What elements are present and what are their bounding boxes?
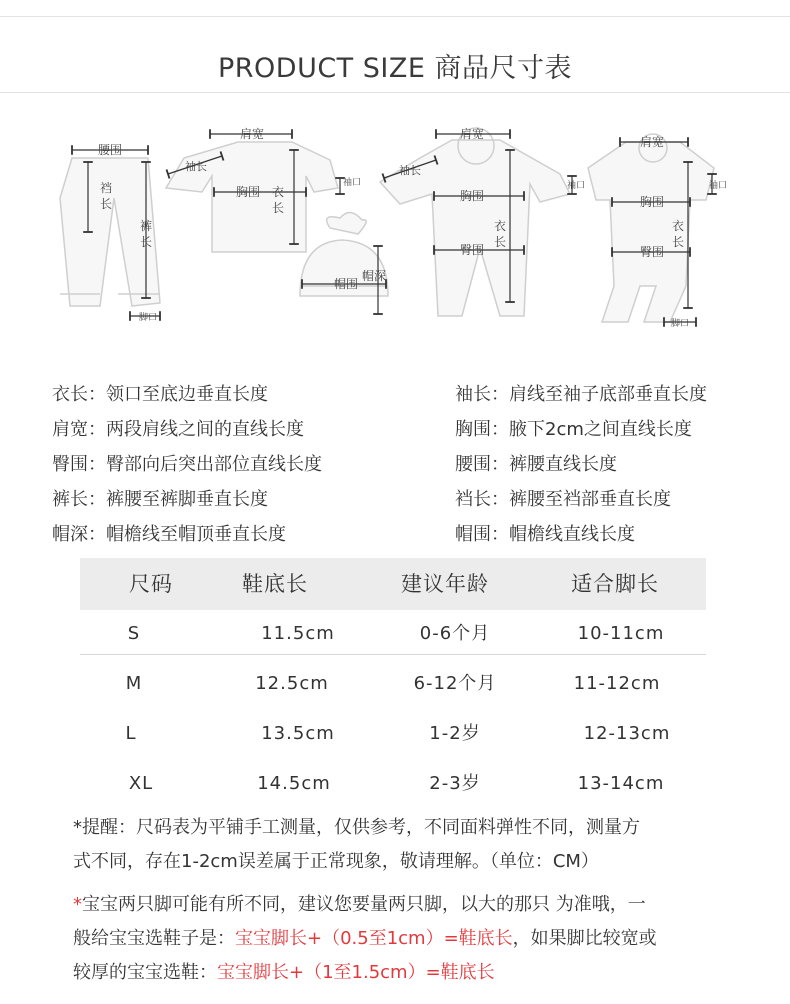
- header-foot-length: 适合脚长: [571, 572, 659, 596]
- label-pants-length-1: 裤: [139, 219, 153, 233]
- table-row: L 13.5cm 1-2岁 12-13cm: [125, 723, 671, 744]
- header-age: 建议年龄: [401, 572, 489, 596]
- label-romper-length-1: 衣: [493, 219, 507, 233]
- definition-item: 袖长：肩线至袖子底部垂直长度: [455, 384, 707, 405]
- measurement-reminder: *提醒：尺码表为平铺手工测量，仅供参考，不同面料弹性不同，测量方 式不同，存在1-2cm误差属于正常现象，敬请理解。（单位：CM）: [73, 817, 640, 872]
- label-shortall-sleeve-cuff: 袖口: [708, 181, 728, 191]
- label-top-chest: 胸围: [235, 185, 261, 199]
- definition-item: 腰围：裤腰直线长度: [455, 454, 617, 475]
- shoe-fit-tip: *宝宝两只脚可能有所不同，建议您要量两只脚，以大的那只 为准哦，一 般给宝宝选鞋子是：宝宝脚长+（0.5至1cm）=鞋底长，如果脚比较宽或 较厚的宝宝选鞋：宝宝脚长+（1至1.5cm）=鞋底长: [73, 894, 657, 983]
- label-romper-hip: 臀围: [459, 243, 485, 257]
- definition-item: 帽围：帽檐线直线长度: [455, 524, 635, 545]
- page-title: PRODUCT SIZE 商品尺寸表: [217, 53, 572, 84]
- shortall-outline: [588, 142, 714, 322]
- table-row: S 11.5cm 0-6个月 10-11cm: [127, 623, 665, 644]
- label-shortall-chest: 胸围: [639, 195, 665, 209]
- definition-item: 裤长：裤腰至裤脚垂直长度: [52, 489, 268, 510]
- label-romper-length-2: 长: [493, 235, 507, 249]
- table-row: M 12.5cm 6-12个月 11-12cm: [125, 673, 661, 694]
- table-row: XL 14.5cm 2-3岁 13-14cm: [128, 773, 665, 794]
- label-shortall-length-2: 长: [671, 235, 685, 249]
- label-top-cuff: 袖口: [342, 178, 362, 188]
- garment-diagrams: [0, 118, 790, 338]
- label-waist: 腰围: [97, 143, 123, 157]
- definition-item: 肩宽：两段肩线之间的直线长度: [52, 419, 304, 440]
- label-top-sleeve: 袖长: [185, 160, 207, 173]
- label-shortall-shoulder: 肩宽: [639, 135, 665, 149]
- label-romper-cuff: 袖口: [566, 181, 586, 191]
- size-table-header: [80, 558, 706, 610]
- definition-item: 衣长：领口至底边垂直长度: [52, 384, 268, 405]
- header-sole-length: 鞋底长: [242, 572, 308, 596]
- label-romper-sleeve: 袖长: [399, 164, 421, 177]
- label-romper-chest: 胸围: [459, 189, 485, 203]
- definition-item: 臀围：臀部向后突出部位直线长度: [52, 454, 322, 475]
- row-divider: [80, 654, 706, 655]
- label-top-length-2: 长: [271, 201, 285, 215]
- label-shortall-length-1: 衣: [671, 219, 685, 233]
- title-divider: [0, 92, 790, 93]
- label-rise-1: 裆: [99, 181, 113, 195]
- definition-item: 帽深：帽檐线至帽顶垂直长度: [52, 524, 286, 545]
- definition-item: 裆长：裤腰至裆部垂直长度: [455, 489, 671, 510]
- top-divider: [0, 16, 790, 17]
- label-shortall-leg-cuff: 脚口: [670, 319, 690, 329]
- header-size: 尺码: [129, 572, 173, 596]
- definition-item: 胸围：腋下2cm之间直线长度: [455, 419, 692, 440]
- label-pants-length-2: 长: [139, 235, 153, 249]
- label-rise-2: 长: [99, 197, 113, 211]
- label-top-shoulder: 肩宽: [239, 127, 265, 141]
- label-top-length-1: 衣: [271, 185, 285, 199]
- label-romper-shoulder: 肩宽: [459, 127, 485, 141]
- label-hat-circ: 帽围: [333, 277, 359, 291]
- label-hat-depth: 帽深: [361, 269, 387, 283]
- label-shortall-hip: 臀围: [639, 245, 665, 259]
- label-pants-cuff: 脚口: [138, 313, 158, 323]
